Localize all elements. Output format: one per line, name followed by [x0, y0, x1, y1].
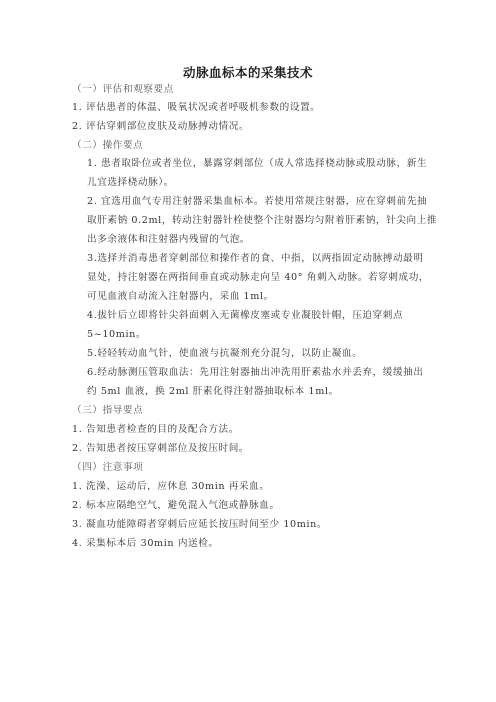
paragraph-line: 1. 洗澡、运动后，应休息 30min 再采血。 — [72, 481, 270, 492]
section-heading-precautions: （四）注意事项 — [72, 462, 144, 473]
section-heading-guidance: （三）指导要点 — [72, 405, 144, 416]
paragraph-line: 取肝素钠 0.2ml，转动注射器针栓使整个注射器均匀附着肝素钠，针尖向上推 — [87, 215, 438, 226]
paragraph-line: 出多余液体和注射器内残留的气泡。 — [87, 234, 251, 245]
paragraph-line: 4. 采集标本后 30min 内送检。 — [72, 538, 219, 549]
section-heading-assessment: （一）评估和观察要点 — [72, 84, 174, 95]
paragraph-line: 2. 评估穿刺部位皮肤及动脉搏动情况。 — [72, 121, 250, 132]
paragraph-line: 5.轻轻转动血气针，使血液与抗凝剂充分混匀，以防止凝血。 — [87, 348, 363, 359]
paragraph-line: 1. 告知患者检查的目的及配合方法。 — [72, 424, 239, 435]
document-title: 动脉血标本的采集技术 — [182, 65, 313, 80]
paragraph-line: 3.选择并消毒患者穿刺部位和操作者的食、中指，以两指固定动脉搏动最明 — [87, 253, 424, 264]
paragraph-line: 可见血液自动流入注射器内，采血 1ml。 — [87, 291, 274, 302]
paragraph-line: 6.经动脉测压管取血法：先用注射器抽出冲洗用肝素盐水并丢弃，缓缓抽出 — [87, 367, 424, 378]
paragraph-line: 显处，持注射器在两指间垂直或动脉走向呈 40° 角刺入动脉。若穿刺成功， — [87, 272, 430, 283]
paragraph-line: 2. 告知患者按压穿刺部位及按压时间。 — [72, 443, 250, 454]
paragraph-line: 1. 患者取卧位或者坐位，暴露穿刺部位（成人常选择桡动脉或股动脉，新生 — [87, 158, 428, 169]
paragraph-line: 约 5ml 血液，换 2ml 肝素化得注射器抽取标本 1ml。 — [87, 386, 339, 397]
paragraph-line: 2. 标本应隔绝空气，避免混入气泡或静脉血。 — [72, 500, 280, 511]
paragraph-line: 儿宜选择桡动脉）。 — [87, 177, 174, 188]
section-heading-operation: （二）操作要点 — [72, 140, 144, 151]
paragraph-line: 5~10min。 — [87, 329, 147, 340]
paragraph-line: 1. 评估患者的体温、吸氧状况或者呼吸机参数的设置。 — [72, 102, 321, 113]
paragraph-line: 4.拔针后立即将针尖斜面刺入无菌橡皮塞或专业凝胶针帽，压迫穿刺点 — [87, 310, 404, 321]
paragraph-line: 2. 宜选用血气专用注射器采集血标本。若使用常规注射器，应在穿刺前先抽 — [87, 196, 428, 207]
paragraph-line: 3. 凝血功能障碍者穿刺后应延长按压时间至少 10min。 — [72, 519, 328, 530]
